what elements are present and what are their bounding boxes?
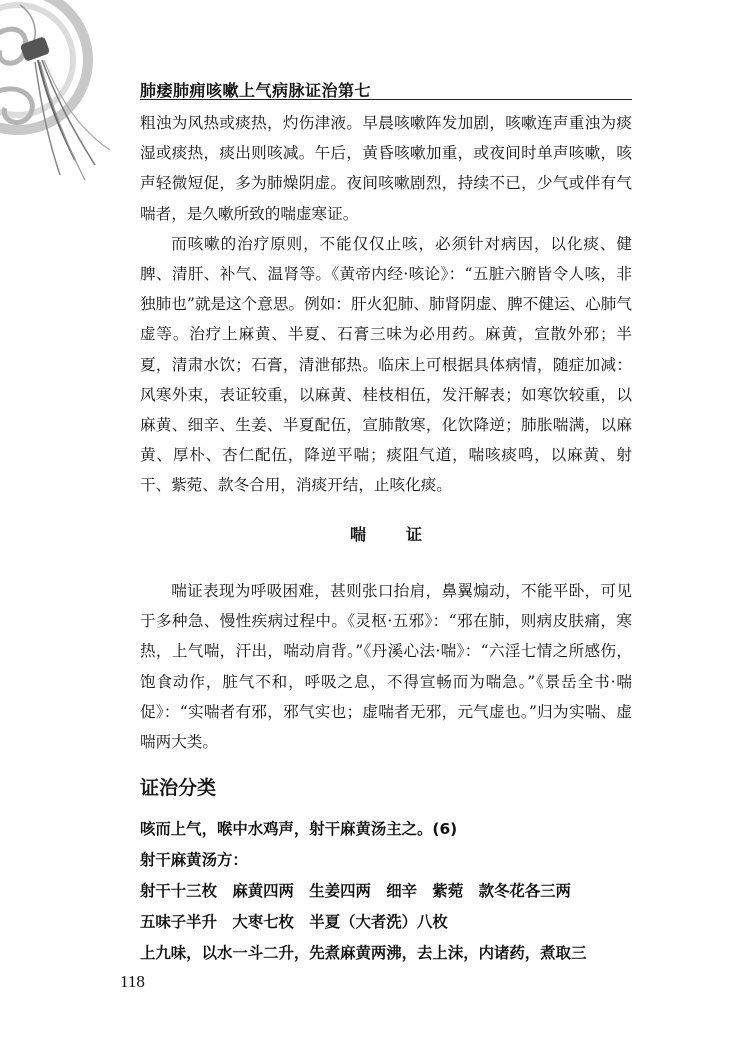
formula-line: 射干麻黄汤方： [140, 851, 248, 869]
formula-block [140, 814, 640, 969]
formula-line: 上九味，以水一斗二升，先煮麻黄两沸，去上沫，内诸药，煮取三 [140, 944, 587, 962]
section-body [140, 576, 632, 757]
paragraph: 喘证表现为呼吸困难，甚则张口抬肩，鼻翼煽动，不能平卧，可见于多种急、慢性疾病过程中。《灵枢·五邪》：“邪在肺，则病皮肤痛，寒热，上气喘，汗出，喘动肩背。”《丹溪心法·喘》：“六淫七情之所感伤，饱食动作，脏气不和，呼吸之息，不得宣畅而为喘急。”《景岳全书·喘促》：“实喘者有邪，邪气实也；虚喘者无邪，元气虚也。”归为实喘、虚喘两大类。 [140, 582, 632, 752]
header-divider [140, 99, 632, 100]
paragraph: 粗浊为风热或痰热，灼伤津液。早晨咳嗽阵发加剧，咳嗽连声重浊为痰湿或痰热，痰出则咳减。午后，黄昏咳嗽加重，或夜间时单声咳嗽，咳声轻微短促，多为肺燥阴虚。夜间咳嗽剧烈，持续不已，少气或伴有气喘者，是久嗽所致的喘虚寒证。 [140, 114, 632, 223]
running-head: 肺痿肺痈咳嗽上气病脉证治第七 [140, 81, 372, 100]
corner-ornament-icon [0, 0, 150, 190]
body-text [140, 108, 632, 501]
section-title: 喘证 [349, 525, 462, 544]
subheading: 证治分类 [140, 777, 217, 799]
formula-line: 咳而上气，喉中水鸡声，射干麻黄汤主之。(6) [140, 820, 458, 838]
formula-line: 射干十三枚 麻黄四两 生姜四两 细辛 紫菀 款冬花各三两 [140, 882, 571, 900]
formula-line: 五味子半升 大枣七枚 半夏（大者洗）八枚 [140, 913, 448, 931]
paragraph: 而咳嗽的治疗原则，不能仅仅止咳，必须针对病因，以化痰、健脾、清肝、补气、温肾等。《黄帝内经·咳论》：“五脏六腑皆令人咳，非独肺也”就是这个意思。例如：肝火犯肺、肺肾阴虚、脾不健运、心肺气虚等。治疗上麻黄、半夏、石膏三味为必用药。麻黄，宣散外邪；半夏，清肃水饮；石膏，清泄郁热。临床上可根据具体病情，随症加减：风寒外束，表证较重，以麻黄、桂枝相伍，发汗解表；如寒饮较重，以麻黄、细辛、生姜、半夏配伍，宣肺散寒，化饮降逆；肺胀喘满，以麻黄、厚朴、杏仁配伍，降逆平喘；痰阻气道，喘咳痰鸣，以麻黄、射干、紫菀、款冬合用，消痰开结，止咳化痰。 [140, 234, 632, 495]
page-number: 118 [120, 972, 145, 991]
